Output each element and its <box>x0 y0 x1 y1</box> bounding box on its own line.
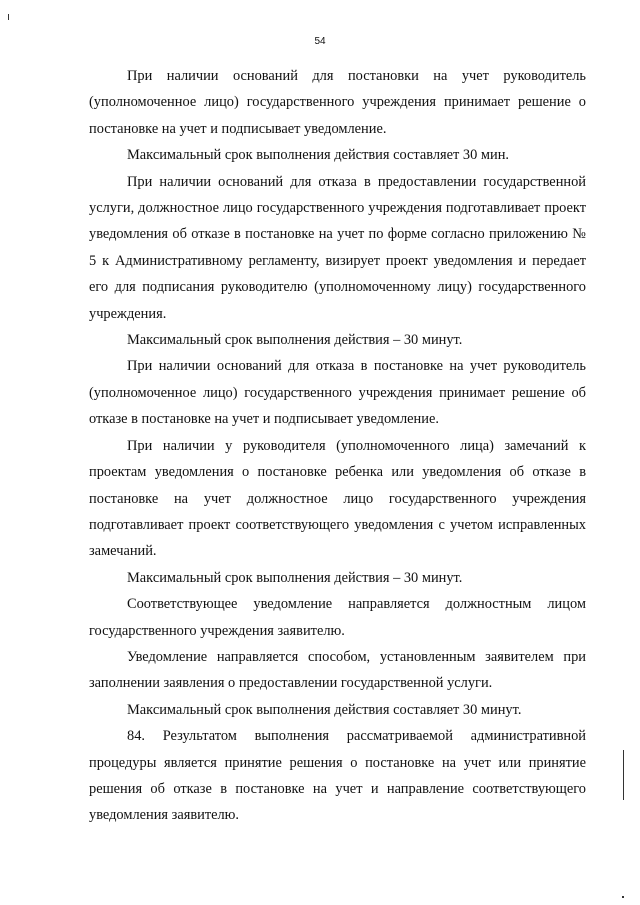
paragraph-max-time-30-minutes: Максимальный срок выполнения действия – 30 минут. <box>127 569 463 586</box>
paragraph-max-time-30-min: Максимальный срок выполнения действия составляет 30 мин. <box>127 147 510 164</box>
paragraph-registration-decision: При наличии оснований для постановки на учет руководитель (уполномоченное лицо) государственного учреждения принимает решение о постановке на учет и подписывает уведомление. <box>89 68 586 137</box>
scan-artifact-dot <box>622 896 624 898</box>
paragraph-remarks-correction: При наличии у руководителя (уполномоченного лица) замечаний к проектам уведомления о постановке ребенка или уведомления об отказе в постановке на учет должностное лицо государственного учреждения подготавливает проект соответствующего уведомления с учетом исправленных замечаний. <box>89 437 586 560</box>
paragraph-max-time-30-minutes: Максимальный срок выполнения действия – 30 минут. <box>127 332 463 349</box>
paragraph-max-time-30-minutes: Максимальный срок выполнения действия составляет 30 минут. <box>127 701 522 718</box>
paragraph-notification-method: Уведомление направляется способом, установленным заявителем при заполнении заявления о предоставлении государственной услуги. <box>89 648 586 692</box>
paragraph-84-result: 84. Результатом выполнения рассматриваемой административной процедуры является принятие решения о постановке на учет или принятие решения об отказе в постановке на учет и направление соответствующего уведомления заявителю. <box>89 728 586 824</box>
scan-artifact-mark <box>8 14 9 20</box>
paragraph-refusal-draft: При наличии оснований для отказа в предоставлении государственной услуги, должностное лицо государственного учреждения подготавливает проект уведомления об отказе в постановке на учет по форме согласно приложению № 5 к Административному регламенту, визирует проект уведомления и передает его для подписания руководителю (уполномоченному лицу) государственного учреждения. <box>89 173 586 322</box>
paragraph-notification-sent: Соответствующее уведомление направляется должностным лицом государственного учреждения заявителю. <box>89 596 586 639</box>
page-number: 54 <box>314 36 326 47</box>
paragraph-refusal-decision: При наличии оснований для отказа в постановке на учет руководитель (уполномоченное лицо) государственного учреждения принимает решение об отказе в постановке на учет и подписывает уведомление. <box>89 358 586 428</box>
body-text <box>89 63 586 829</box>
scan-artifact-line <box>623 750 624 800</box>
